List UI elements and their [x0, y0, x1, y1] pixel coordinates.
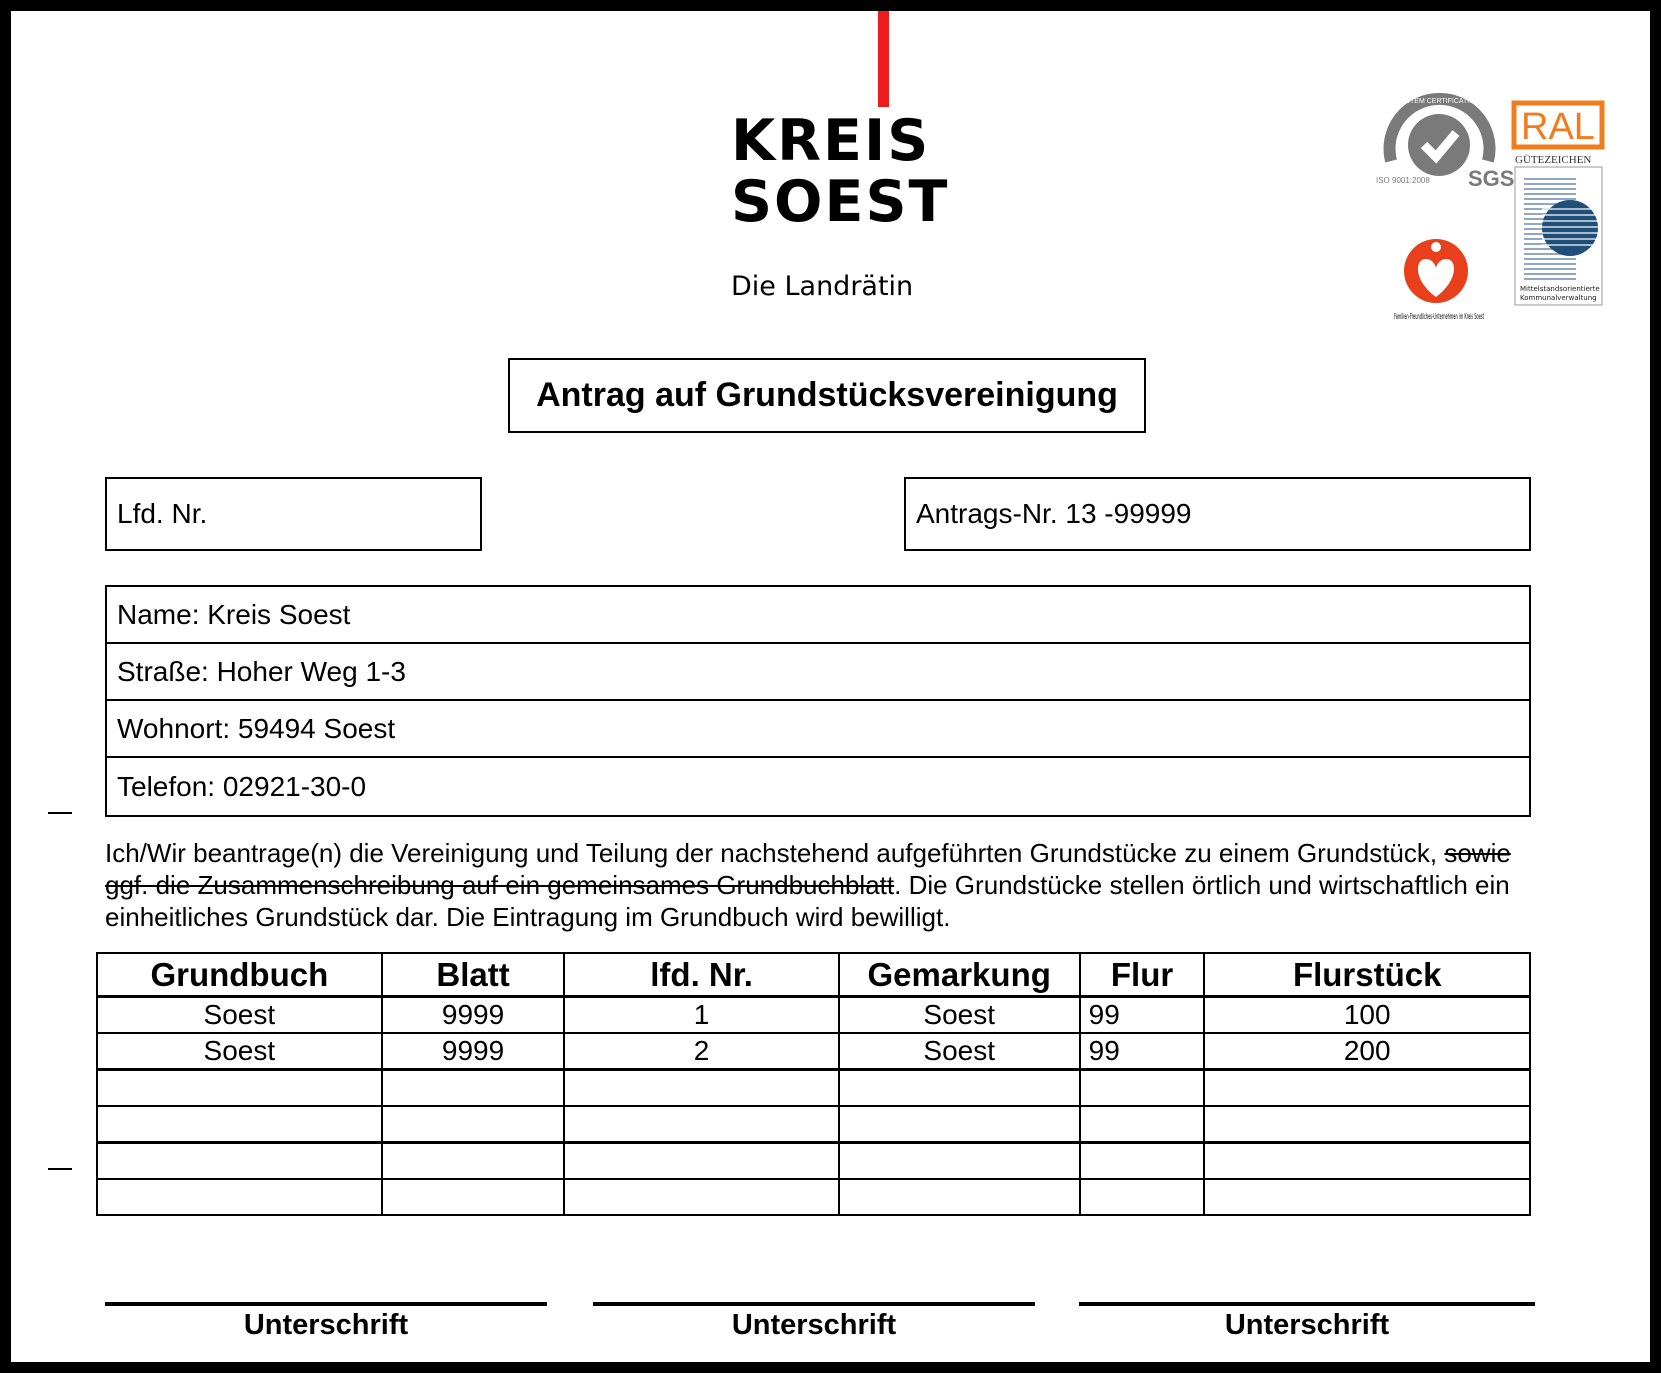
- cell[interactable]: [1080, 1179, 1205, 1215]
- cell[interactable]: [382, 1106, 565, 1143]
- iso-text: ISO 9001:2008: [1376, 176, 1430, 185]
- paragraph-text-1: Ich/Wir beantrage(n) die Vereinigung und Teilung der nachstehend aufgeführten Grundstücke zu einem Grundstück,: [105, 838, 1445, 868]
- declaration-paragraph: [105, 837, 1545, 933]
- cell[interactable]: 99: [1080, 997, 1205, 1034]
- lfd-nr-field[interactable]: [105, 477, 482, 551]
- cell[interactable]: 9999: [382, 997, 565, 1034]
- cell[interactable]: [839, 1143, 1080, 1180]
- logo-line-1: KREIS: [731, 108, 931, 174]
- strasse-field[interactable]: Straße: Hoher Weg 1-3: [107, 644, 1529, 701]
- cell[interactable]: [564, 1179, 838, 1215]
- brand-red-bar: [878, 11, 889, 107]
- kreis-soest-logo: [731, 108, 971, 235]
- table-row: [97, 1106, 1530, 1143]
- cell[interactable]: [97, 1179, 382, 1215]
- header-grundbuch: Grundbuch: [97, 953, 382, 997]
- header-lfd-nr: lfd. Nr.: [564, 953, 838, 997]
- header-flurstueck: Flurstück: [1204, 953, 1530, 997]
- name-field[interactable]: Name: Kreis Soest: [107, 587, 1529, 644]
- ral-sub-text: GÜTEZEICHEN: [1515, 154, 1592, 166]
- certification-logos: [1366, 83, 1606, 323]
- cell[interactable]: [97, 1070, 382, 1107]
- antrags-nr-field[interactable]: [904, 477, 1531, 551]
- cell[interactable]: [1204, 1143, 1530, 1180]
- ral-desc-1: Mittelstandsorientierte: [1520, 285, 1600, 293]
- lfd-nr-label: Lfd. Nr.: [117, 498, 208, 529]
- table-row: [97, 1143, 1530, 1180]
- applicant-info-box: [105, 585, 1531, 817]
- sgs-arc-text: SYSTEM CERTIFICATION: [1396, 98, 1480, 105]
- sgs-text: SGS: [1468, 166, 1515, 191]
- document-page: [11, 11, 1650, 1362]
- header-gemarkung: Gemarkung: [839, 953, 1080, 997]
- fold-mark: [48, 812, 72, 814]
- cell[interactable]: 100: [1204, 997, 1530, 1034]
- cell[interactable]: [382, 1143, 565, 1180]
- cell[interactable]: Soest: [839, 997, 1080, 1034]
- form-title: Antrag auf Grundstücksvereinigung: [508, 358, 1146, 433]
- telefon-field[interactable]: Telefon: 02921-30-0: [117, 770, 367, 802]
- signature-line-3[interactable]: [1079, 1302, 1535, 1306]
- cell[interactable]: [1204, 1179, 1530, 1215]
- antrags-nr-label: Antrags-Nr. 13 -99999: [916, 498, 1192, 529]
- ral-desc-2: Kommunalverwaltung: [1520, 294, 1597, 302]
- cell[interactable]: Soest: [839, 1033, 1080, 1070]
- cell[interactable]: [382, 1179, 565, 1215]
- cell[interactable]: [564, 1143, 838, 1180]
- ral-text: RAL: [1521, 106, 1595, 148]
- signature-label-2: Unterschrift: [731, 1309, 897, 1341]
- table-header-row: [97, 953, 1530, 997]
- cell[interactable]: [1204, 1106, 1530, 1143]
- fold-mark: [48, 1168, 72, 1170]
- signature-line-2[interactable]: [593, 1302, 1035, 1306]
- cell[interactable]: [382, 1070, 565, 1107]
- cell[interactable]: 200: [1204, 1033, 1530, 1070]
- cell[interactable]: [564, 1070, 838, 1107]
- table-row: [97, 997, 1530, 1034]
- family-text: Familien-Freundliches-Unternehmen im Kreis Soest: [1394, 312, 1484, 321]
- paragraph-strikethrough: sowie ggf. die Zusammenschreibung auf ein gemeinsames Grundbuchblatt: [105, 838, 1511, 900]
- cell[interactable]: Soest: [97, 997, 382, 1034]
- cell[interactable]: 2: [564, 1033, 838, 1070]
- cell[interactable]: 1: [564, 997, 838, 1034]
- logo-line-2: SOEST: [731, 169, 950, 235]
- cell[interactable]: [1080, 1070, 1205, 1107]
- cell[interactable]: [1204, 1070, 1530, 1107]
- table-row: [97, 1033, 1530, 1070]
- parcel-table: [96, 952, 1531, 1216]
- cell[interactable]: [1080, 1143, 1205, 1180]
- signature-label-1: Unterschrift: [243, 1309, 409, 1341]
- table-row: [97, 1070, 1530, 1107]
- wohnort-field[interactable]: Wohnort: 59494 Soest: [107, 701, 1529, 758]
- table-row: [97, 1179, 1530, 1215]
- cell[interactable]: [97, 1143, 382, 1180]
- cell[interactable]: [564, 1106, 838, 1143]
- cell[interactable]: [97, 1106, 382, 1143]
- header-flur: Flur: [1080, 953, 1205, 997]
- cell[interactable]: [839, 1179, 1080, 1215]
- logo-subtitle: Die Landrätin: [731, 271, 914, 302]
- cell[interactable]: [839, 1106, 1080, 1143]
- sgs-iso-logo: [1376, 98, 1514, 191]
- family-friendly-logo: [1394, 239, 1484, 321]
- signature-line-1[interactable]: [105, 1302, 547, 1306]
- cell[interactable]: Soest: [97, 1033, 382, 1070]
- signature-label-3: Unterschrift: [1224, 1309, 1390, 1341]
- cell[interactable]: 9999: [382, 1033, 565, 1070]
- cell[interactable]: [1080, 1106, 1205, 1143]
- cell[interactable]: 99: [1080, 1033, 1205, 1070]
- paragraph-text-2: . Die Grundstücke stellen örtlich und wirtschaftlich ein einheitliches Grundstück dar. Die Eintragung im Grundbuch wird bewilligt.: [105, 870, 1510, 932]
- cell[interactable]: [839, 1070, 1080, 1107]
- ral-logo: [1514, 103, 1602, 305]
- header-blatt: Blatt: [382, 953, 565, 997]
